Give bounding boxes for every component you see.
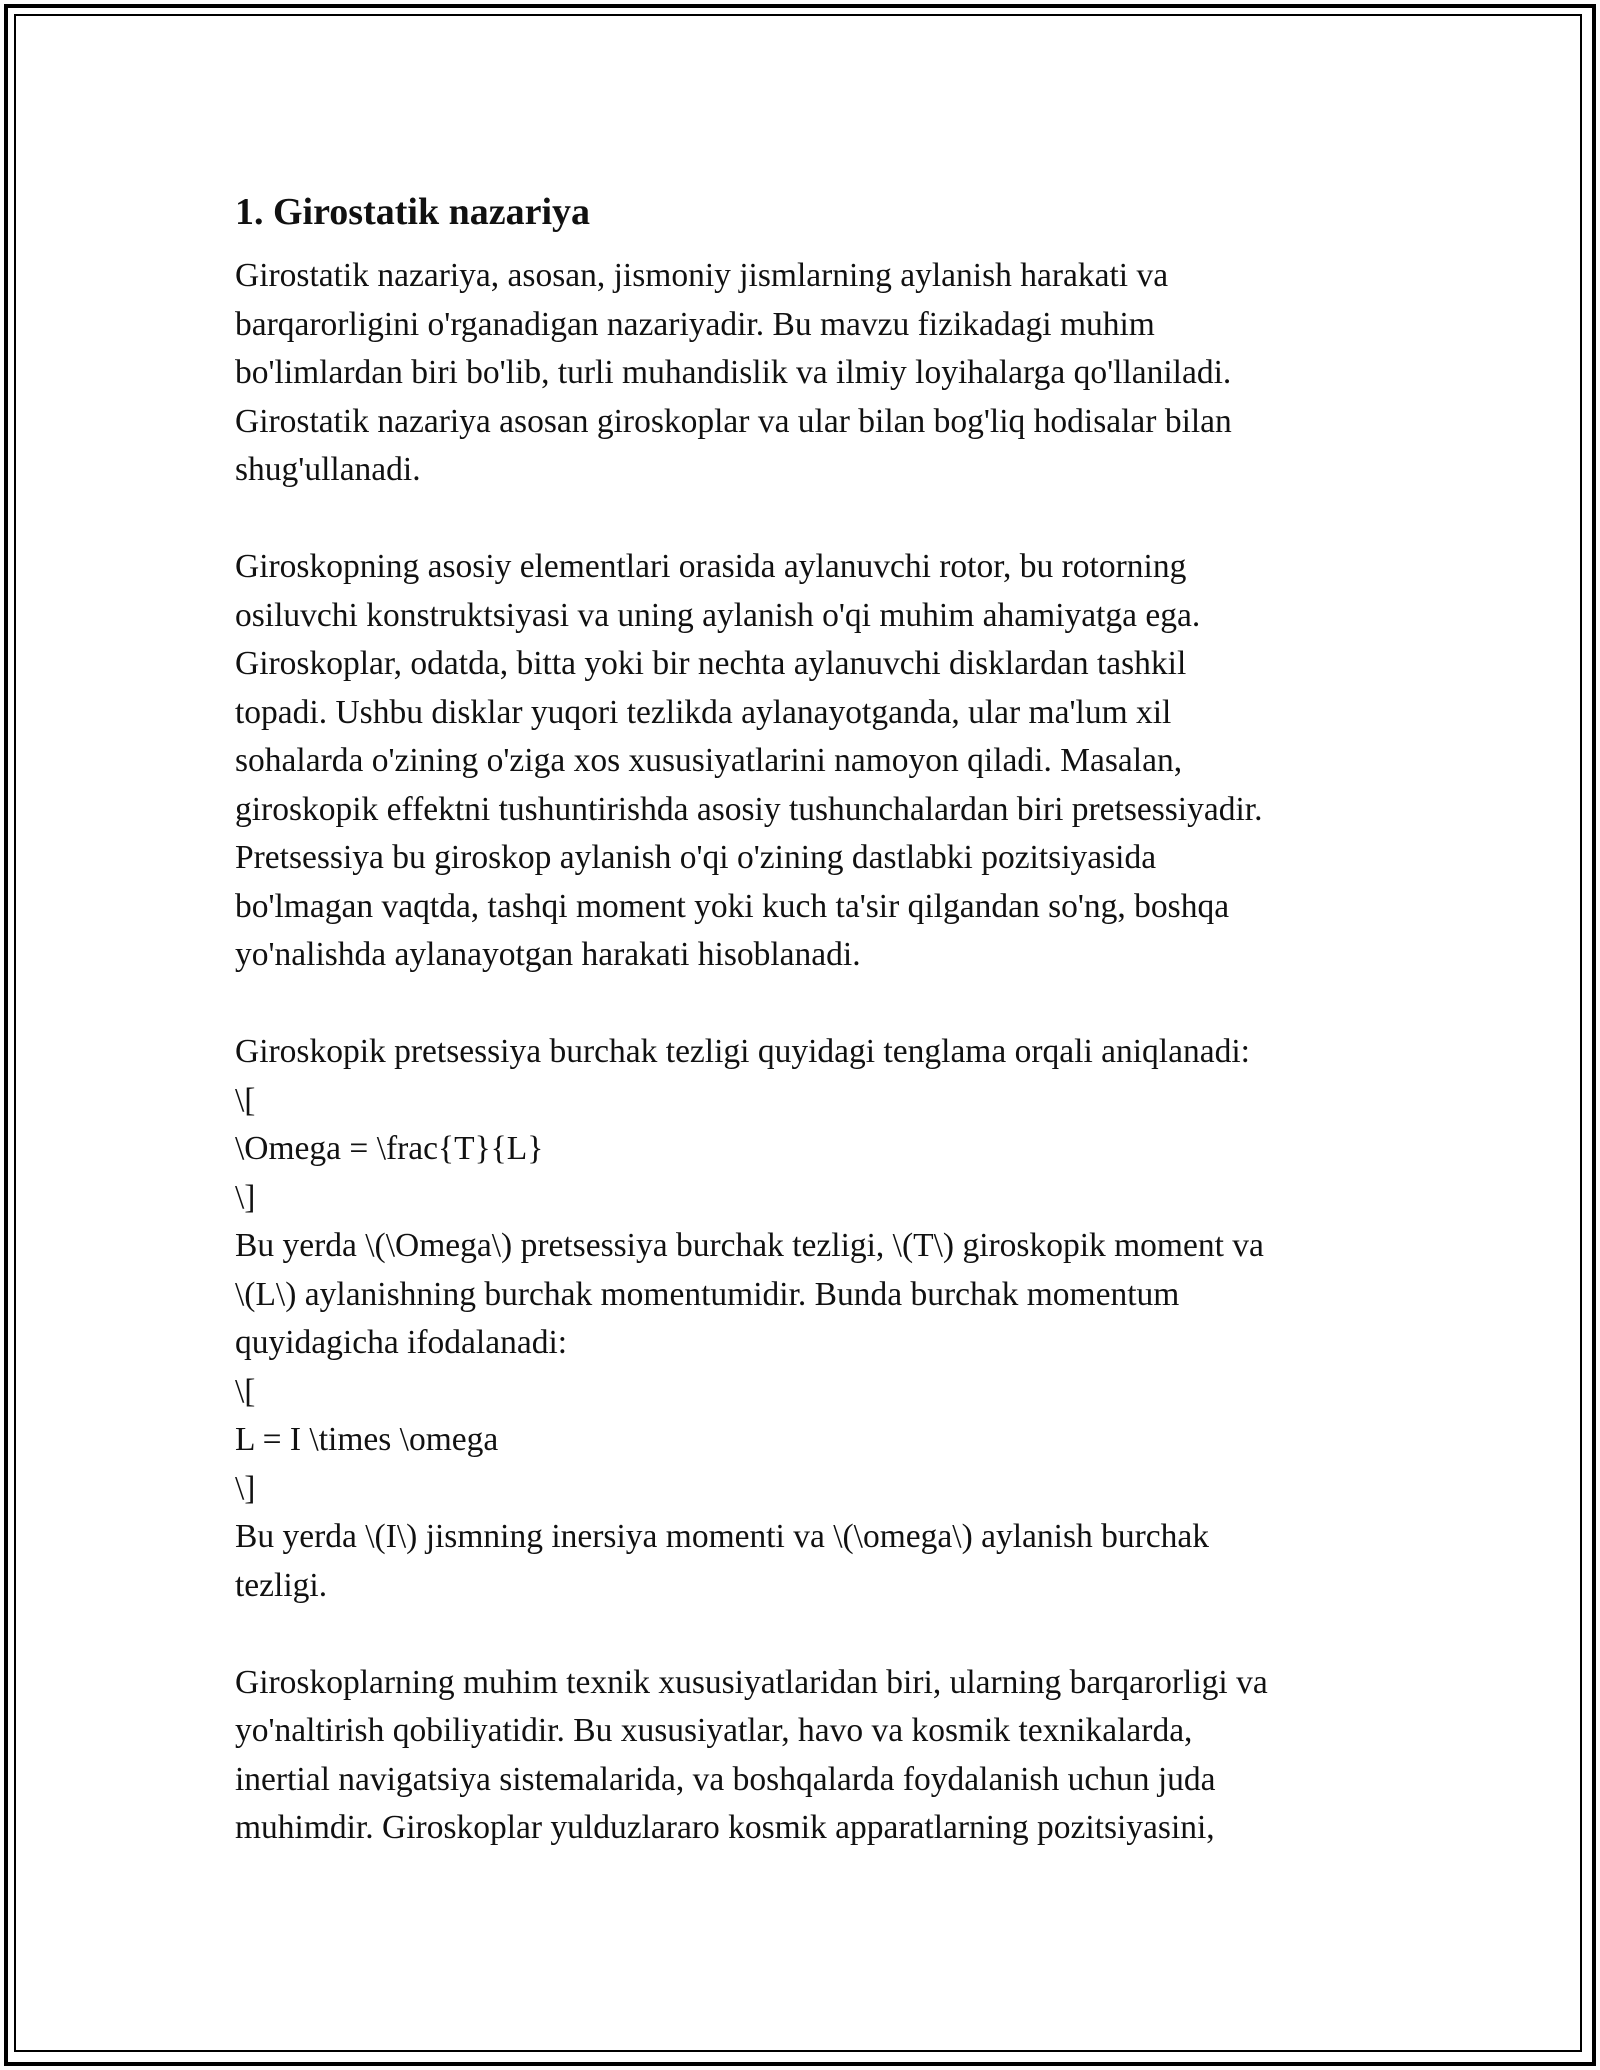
text-line: shug'ullanadi. <box>235 451 421 488</box>
paragraphs-container <box>235 252 1395 1853</box>
text-line: \] <box>235 1469 256 1507</box>
text-line: barqarorligini o'rganadigan nazariyadir. Bu mavzu fizikadagi muhim <box>235 305 1155 343</box>
paragraph-3 <box>235 1028 1395 1610</box>
text-line: Giroskoplar, odatda, bitta yoki bir nechta aylanuvchi disklardan tashkil <box>235 645 1187 682</box>
text-line: Giroskopning asosiy elementlari orasida aylanuvchi rotor, bu rotorning <box>235 548 1187 585</box>
section-heading: 1. Girostatik nazariya <box>235 191 591 233</box>
text-line: tezligi. <box>235 1566 328 1604</box>
paragraph-gap <box>235 980 1395 1029</box>
paragraph-gap <box>235 1610 1395 1659</box>
paragraph-4 <box>235 1659 1395 1853</box>
text-line: osiluvchi konstruktsiyasi va uning aylanish o'qi muhim ahamiyatga ega. <box>235 596 1201 634</box>
text-line: Girostatik nazariya, asosan, jismoniy jismlarning aylanish harakati va <box>235 257 1169 294</box>
text-line: \] <box>235 1178 256 1216</box>
text-line: \[ <box>235 1372 256 1410</box>
text-line: bo'lmagan vaqtda, tashqi moment yoki kuch ta'sir qilgandan so'ng, boshqa <box>235 887 1230 925</box>
text-line: Bu yerda \(\Omega\) pretsessiya burchak tezligi, \(T\) giroskopik moment va <box>235 1227 1264 1264</box>
text-line: \(L\) aylanishning burchak momentumidir. Bunda burchak momentum <box>235 1275 1180 1313</box>
text-line: Giroskoplarning muhim texnik xususiyatlaridan biri, ularning barqarorligi va <box>235 1663 1268 1701</box>
text-line: inertial navigatsiya sistemalarida, va boshqalarda foydalanish uchun juda <box>235 1760 1216 1798</box>
text-line: Giroskopik pretsessiya burchak tezligi quyidagi tenglama orqali aniqlanadi: <box>235 1033 1250 1070</box>
paragraph-1 <box>235 252 1395 495</box>
text-line: Bu yerda \(I\) jismning inersiya momenti va \(\omega\) aylanish burchak <box>235 1518 1210 1555</box>
text-line: muhimdir. Giroskoplar yulduzlararo kosmik apparatlarning pozitsiyasini, <box>235 1809 1215 1846</box>
document-body <box>235 188 1395 1853</box>
text-line: \[ <box>235 1081 256 1119</box>
text-line: giroskopik effektni tushuntirishda asosiy tushunchalardan biri pretsessiyadir. <box>235 790 1263 828</box>
text-line: Pretsessiya bu giroskop aylanish o'qi o'zining dastlabki pozitsiyasida <box>235 839 1157 876</box>
text-line: bo'limlardan biri bo'lib, turli muhandislik va ilmiy loyihalarga qo'llaniladi. <box>235 354 1232 391</box>
text-line: L = I \times \omega <box>235 1421 499 1458</box>
paragraph-2 <box>235 543 1395 980</box>
paragraph-gap <box>235 495 1395 544</box>
text-line: \Omega = \frac{T}{L} <box>235 1130 544 1167</box>
text-line: topadi. Ushbu disklar yuqori tezlikda aylanayotganda, ular ma'lum xil <box>235 693 1172 731</box>
text-line: yo'nalishda aylanayotgan harakati hisoblanadi. <box>235 936 861 973</box>
text-line: Girostatik nazariya asosan giroskoplar va ular bilan bog'liq hodisalar bilan <box>235 402 1232 440</box>
text-line: quyidagicha ifodalanadi: <box>235 1324 568 1361</box>
text-line: sohalarda o'zining o'ziga xos xususiyatlarini namoyon qiladi. Masalan, <box>235 742 1183 779</box>
text-line: yo'naltirish qobiliyatidir. Bu xususiyatlar, havo va kosmik texnikalarda, <box>235 1712 1193 1749</box>
